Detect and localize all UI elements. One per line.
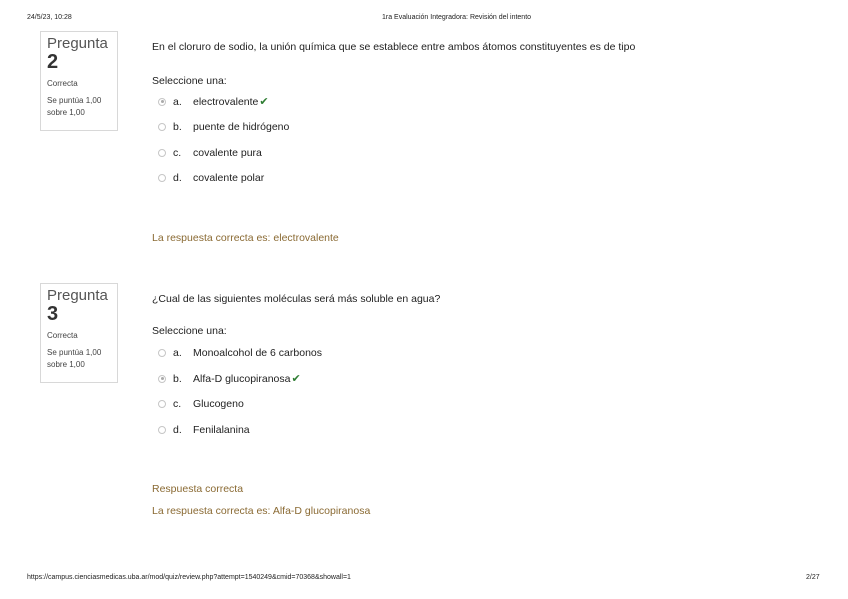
radio-button[interactable]	[158, 149, 166, 157]
option-label: electrovalente	[193, 95, 259, 108]
option-letter: a.	[173, 347, 182, 359]
radio-button[interactable]	[158, 123, 166, 131]
option-c[interactable]	[158, 398, 244, 410]
radio-button[interactable]	[158, 426, 166, 434]
question-state: Correcta	[47, 79, 78, 88]
option-letter: d.	[173, 172, 182, 184]
option-label: Alfa-D glucopiranosa	[193, 372, 291, 385]
radio-button[interactable]	[158, 400, 166, 408]
question-number: 2	[47, 51, 59, 73]
radio-button[interactable]	[158, 375, 166, 383]
feedback-correct: Respuesta correcta	[152, 483, 244, 495]
option-b[interactable]	[158, 121, 289, 133]
question-text: En el cloruro de sodio, la unión química que se establece entre ambos átomos constituyentes es de tipo	[152, 41, 636, 53]
grade-line-2: sobre 1,00	[47, 108, 85, 117]
question-number: 3	[47, 303, 59, 325]
option-letter: b.	[173, 372, 182, 385]
option-label: Glucogeno	[193, 398, 244, 410]
question-text: ¿Cual de las siguientes moléculas será más soluble en agua?	[152, 293, 441, 305]
page-number: 2/27	[806, 574, 820, 581]
print-date: 24/5/23, 10:28	[27, 14, 72, 21]
option-label: covalente polar	[193, 172, 265, 184]
right-answer: La respuesta correcta es: Alfa-D glucopiranosa	[152, 505, 371, 517]
check-icon: ✔	[291, 373, 301, 385]
select-prompt: Seleccione una:	[152, 325, 227, 337]
right-answer: La respuesta correcta es: electrovalente	[152, 232, 339, 244]
option-a[interactable]	[158, 347, 322, 359]
option-letter: c.	[173, 398, 182, 410]
question-word: Pregunta	[47, 35, 108, 52]
option-label: Monoalcohol de 6 carbonos	[193, 347, 323, 359]
print-title: 1ra Evaluación Integradora: Revisión del intento	[382, 14, 532, 21]
option-letter: d.	[173, 424, 182, 436]
option-label: puente de hidrógeno	[193, 121, 290, 133]
print-url: https://campus.cienciasmedicas.uba.ar/mod/quiz/review.php?attempt=1540249&cmid=70368&showall=1	[27, 574, 351, 581]
grade-line-1: Se puntúa 1,00	[47, 348, 102, 357]
option-letter: a.	[173, 95, 182, 108]
radio-button[interactable]	[158, 349, 166, 357]
option-letter: b.	[173, 121, 182, 133]
grade-line-1: Se puntúa 1,00	[47, 96, 102, 105]
option-label: covalente pura	[193, 147, 262, 159]
radio-button[interactable]	[158, 98, 166, 106]
option-d[interactable]	[158, 424, 250, 436]
question-word: Pregunta	[47, 287, 108, 304]
question-state: Correcta	[47, 331, 78, 340]
question-info-2	[40, 31, 118, 131]
option-letter: c.	[173, 147, 182, 159]
option-c[interactable]	[158, 147, 262, 159]
grade-line-2: sobre 1,00	[47, 360, 85, 369]
question-grade	[47, 95, 111, 119]
option-label: Fenilalanina	[193, 424, 250, 436]
select-prompt: Seleccione una:	[152, 75, 227, 87]
option-d[interactable]	[158, 172, 264, 184]
option-a[interactable]	[158, 95, 269, 108]
check-icon: ✔	[259, 96, 269, 108]
option-b[interactable]	[158, 372, 301, 385]
radio-button[interactable]	[158, 174, 166, 182]
question-info-3	[40, 283, 118, 383]
question-grade	[47, 347, 111, 371]
